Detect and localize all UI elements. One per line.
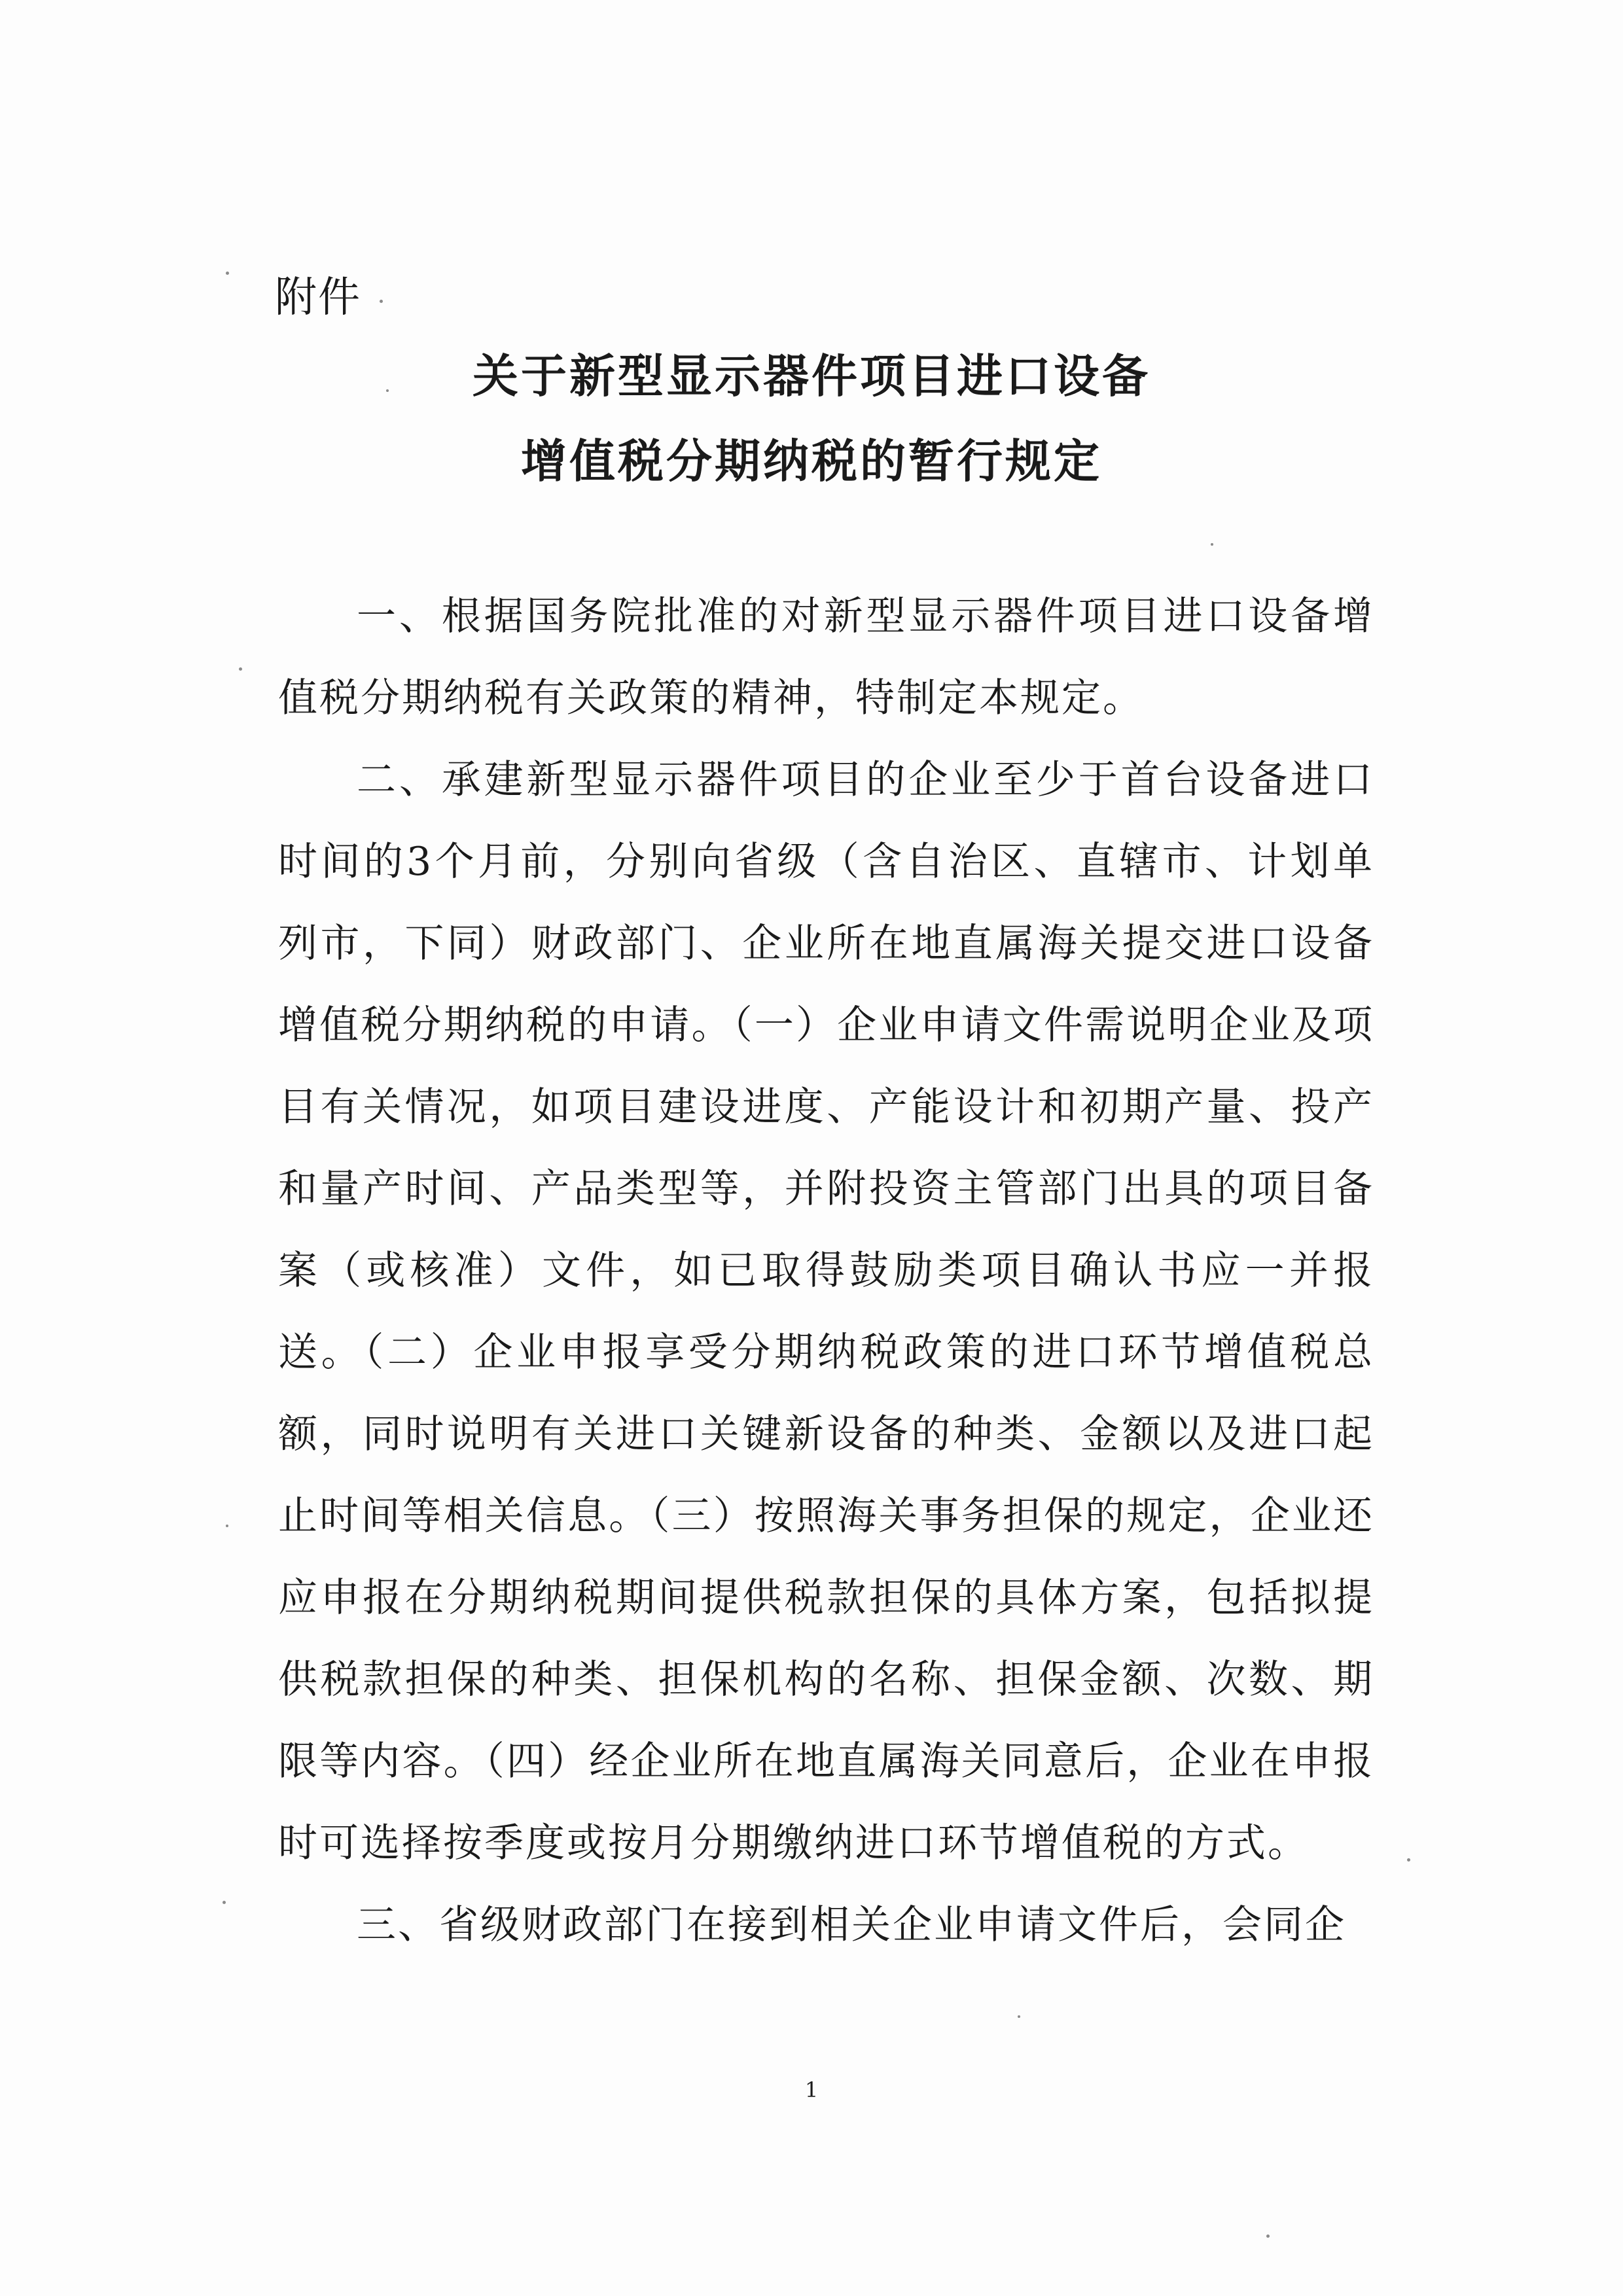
document-title-line-2: 增值税分期纳税的暂行规定 [521,434,1102,488]
scan-speck [226,272,229,275]
scan-speck [1211,543,1213,546]
paragraph-1: 一、根据国务院批准的对新型显示器件项目进口设备增值税分期纳税有关政策的精神，特制定本规定。 [278,593,1374,721]
scan-speck [1018,2015,1020,2018]
document-title-line-1: 关于新型显示器件项目进口设备 [473,349,1150,403]
scan-speck [386,389,389,392]
paragraph-2: 二、承建新型显示器件项目的企业至少于首台设备进口时间的3个月前，分别向省级（含自治区、直辖市、计划单列市，下同）财政部门、企业所在地直属海关提交进口设备增值税分期纳税的申请。（一）企业申请文件需说明企业及项目有关情况，如项目建设进度、产能设计和初期产量、投产和量产时间、产品类型等，并附投资主管部门出具的项目备案（或核准）文件，如已取得鼓励类项目确认书应一并报送。（二）企业申报享受分期纳税政策的进口环节增值税总额，同时说明有关进口关键新设备的种类、金额以及进口起止时间等相关信息。（三）按照海关事务担保的规定，企业还应申报在分期纳税期间提供税款担保的具体方案，包括拟提供税款担保的种类、担保机构的名称、担保金额、次数、期限等内容。（四）经企业所在地直属海关同意后，企业在申报时可选择按季度或按月分期缴纳进口环节增值税的方式。 [278,757,1374,1866]
scan-speck [1266,2234,1270,2238]
attachment-label: 附件 [275,274,361,322]
scan-speck [239,667,242,671]
scan-speck [223,1901,226,1904]
scan-speck [226,1525,228,1527]
scan-speck [380,300,383,303]
page-number: 1 [804,2077,819,2102]
paragraph-3: 三、省级财政部门在接到相关企业申请文件后，会同企 [357,1902,1346,1948]
scan-speck [1407,1858,1410,1862]
document-body [278,576,1374,1966]
